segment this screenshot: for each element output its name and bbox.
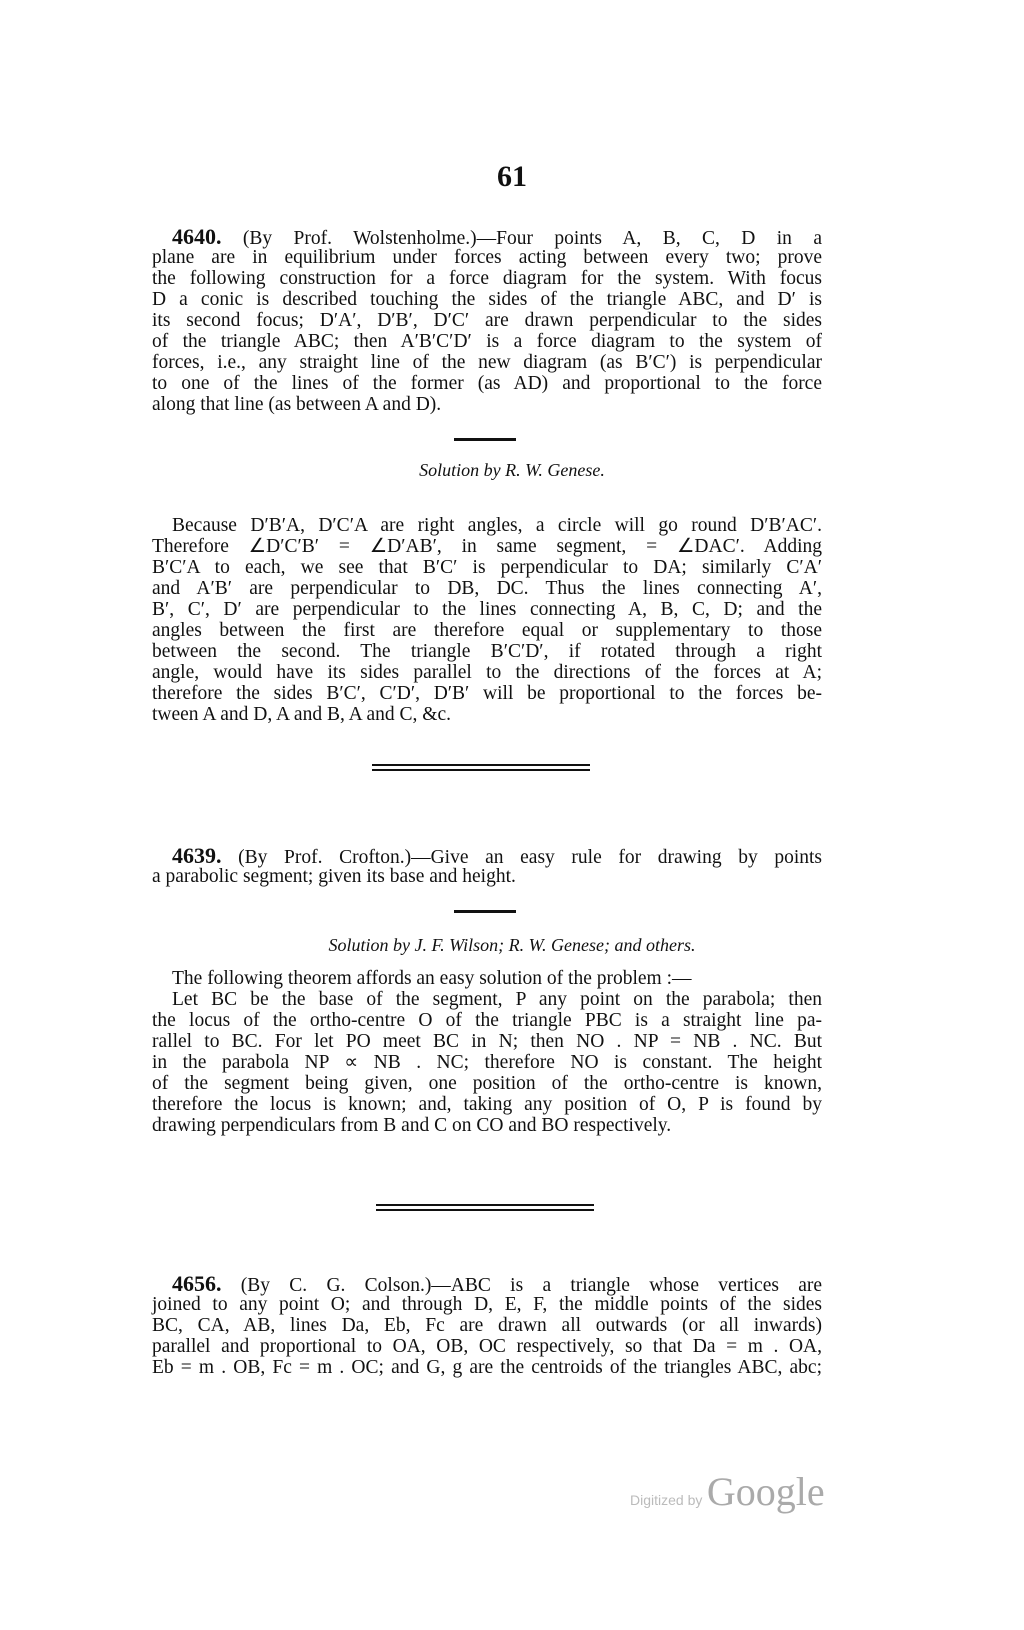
line-text: (By Prof. Wolstenholme.)—Four points A, B, C, D in a (242, 228, 822, 249)
text-line: the following construction for a force diagram for the system. With focus (152, 268, 822, 289)
text-line: The following theorem affords an easy solution of the problem :— (172, 968, 692, 989)
solution-4640 (152, 515, 822, 725)
google-watermark (630, 1468, 825, 1515)
text-line: its second focus; D′A′, D′B′, D′C′ are drawn perpendicular to the sides (152, 310, 822, 331)
text-line: forces, i.e., any straight line of the new diagram (as B′C′) is perpendicular (152, 352, 822, 373)
text-line: D a conic is described touching the sides of the triangle ABC, and D′ is (152, 289, 822, 310)
text-line (152, 1273, 822, 1294)
double-rule (372, 764, 590, 771)
line-text: (By Prof. Crofton.)—Give an easy rule for drawing by points (238, 847, 823, 868)
text-line: joined to any point O; and through D, E, F, the middle points of the sides (152, 1294, 822, 1315)
problem-number: 4639. (172, 843, 222, 868)
text-line: Because D′B′A, D′C′A are right angles, a circle will go round D′B′AC′. (172, 515, 822, 536)
text-line: angles between the first are therefore equal or supplementary to those (152, 620, 822, 641)
text-line: drawing perpendiculars from B and C on CO and BO respectively. (152, 1115, 672, 1136)
problem-4640 (152, 226, 822, 415)
text-line: parallel and proportional to OA, OB, OC respectively, so that Da = m . OA, (152, 1336, 822, 1357)
text-line: angle, would have its sides parallel to the directions of the forces at A; (152, 662, 822, 683)
problem-number: 4656. (172, 1271, 222, 1296)
text-line (152, 226, 822, 247)
solution-heading: Solution by J. F. Wilson; R. W. Genese; and others. (328, 935, 696, 955)
text-line: in the parabola NP ∝ NB . NC; therefore NO is constant. The height (152, 1052, 822, 1073)
text-line: a parabolic segment; given its base and height. (152, 866, 516, 887)
text-line: along that line (as between A and D). (152, 394, 442, 415)
section-rule (454, 910, 516, 913)
text-line: the locus of the ortho-centre O of the triangle PBC is a straight line pa- (152, 1010, 822, 1031)
text-line: between the second. The triangle B′C′D′, if rotated through a right (152, 641, 822, 662)
problem-number: 4640. (172, 224, 222, 249)
solution-heading: Solution by R. W. Genese. (419, 460, 605, 480)
text-line: rallel to BC. For let PO meet BC in N; then NO . NP = NB . NC. But (152, 1031, 822, 1052)
text-line: tween A and D, A and B, A and C, &c. (152, 704, 451, 725)
text-line (152, 845, 822, 866)
text-line: BC, CA, AB, lines Da, Eb, Fc are drawn all outwards (or all inwards) (152, 1315, 822, 1336)
text-line: B′, C′, D′ are perpendicular to the lines connecting A, B, C, D; and the (152, 599, 822, 620)
text-line: Therefore ∠D′C′B′ = ∠D′AB′, in same segment, = ∠DAC′. Adding (152, 536, 822, 557)
text-line: Eb = m . OB, Fc = m . OC; and G, g are the centroids of the triangles ABC, abc; (152, 1357, 822, 1378)
text-line: plane are in equilibrium under forces acting between every two; prove (152, 247, 822, 268)
page-number: 61 (497, 160, 527, 193)
problem-4656 (152, 1273, 822, 1378)
text-line: Let BC be the base of the segment, P any point on the parabola; then (172, 989, 822, 1010)
problem-4639 (152, 845, 822, 887)
solution-4639 (152, 968, 822, 1136)
double-rule (376, 1204, 594, 1211)
line-text: (By C. G. Colson.)—ABC is a triangle whose vertices are (240, 1275, 823, 1296)
text-line: and A′B′ are perpendicular to DB, DC. Thus the lines connecting A′, (152, 578, 822, 599)
text-line: to one of the lines of the former (as AD) and proportional to the force (152, 373, 822, 394)
text-line: therefore the sides B′C′, C′D′, D′B′ will be proportional to the forces be- (152, 683, 822, 704)
text-line: therefore the locus is known; and, taking any position of O, P is found by (152, 1094, 822, 1115)
text-line: B′C′A to each, we see that B′C′ is perpendicular to DA; similarly C′A′ (152, 557, 822, 578)
watermark-prefix: Digitized by (630, 1492, 703, 1508)
text-line: of the triangle ABC; then A′B′C′D′ is a force diagram to the system of (152, 331, 822, 352)
text-line: of the segment being given, one position of the ortho-centre is known, (152, 1073, 822, 1094)
section-rule (454, 438, 516, 441)
google-logo: Google (706, 1469, 825, 1514)
